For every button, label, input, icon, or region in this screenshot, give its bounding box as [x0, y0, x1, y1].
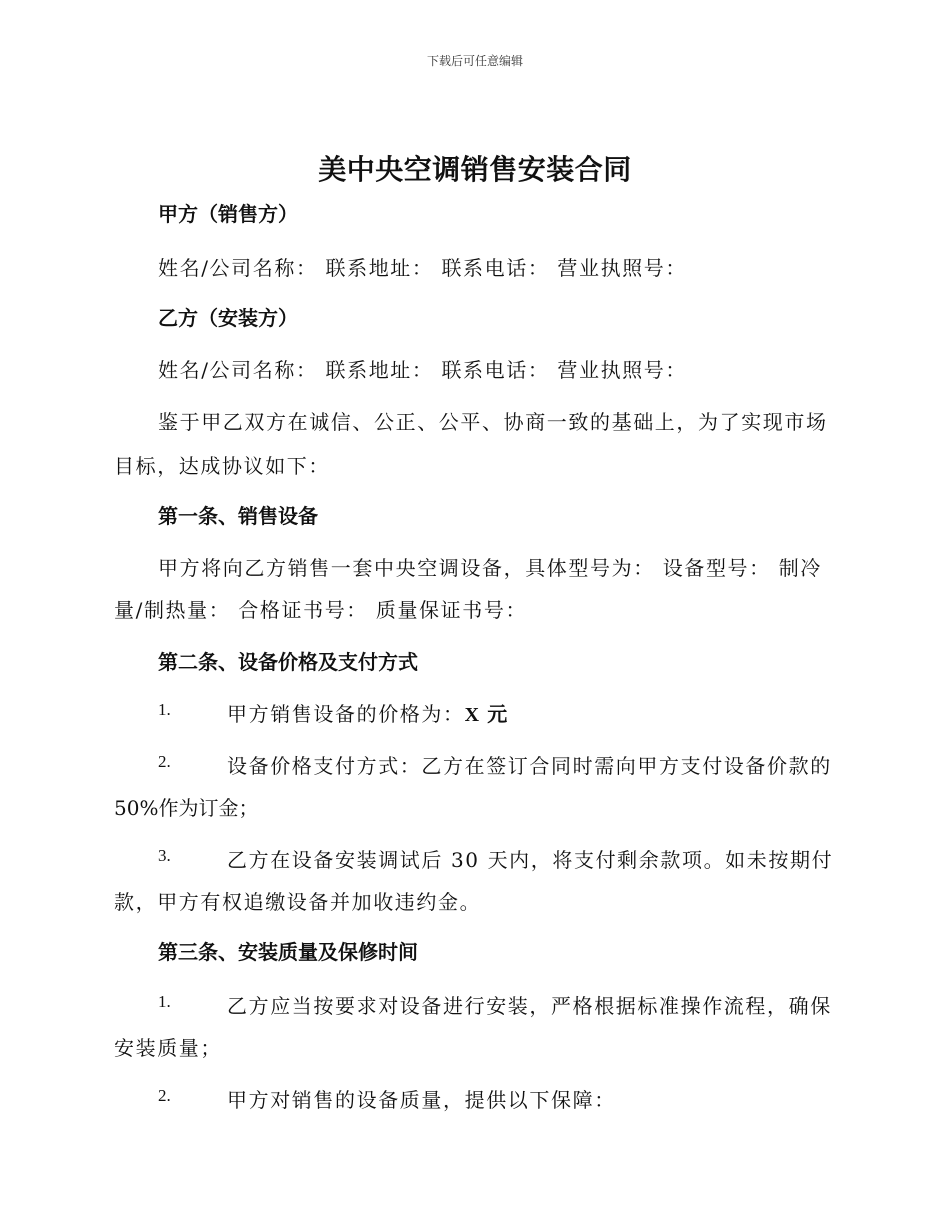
- document-title: 美中央空调销售安装合同: [318, 153, 632, 186]
- article-2-item-3-number: 3.: [158, 846, 171, 865]
- article-3-item-2-line-1: 甲方对销售的设备质量，提供以下保障：: [227, 1088, 616, 1112]
- article-3-item-1-line-1: 乙方应当按要求对设备进行安装，严格根据标准操作流程，确保: [227, 994, 832, 1018]
- article-2-item-2-number: 2.: [158, 752, 171, 771]
- article-2-item-1-text: [227, 698, 509, 727]
- article-1-line-1: 甲方将向乙方销售一套中央空调设备，具体型号为： 设备型号： 制冷: [158, 556, 822, 580]
- party-a-heading: 甲方（销售方）: [158, 202, 298, 226]
- article-3-heading: 第三条、安装质量及保修时间: [158, 940, 418, 964]
- article-3-item-1-number: 1.: [158, 992, 171, 1011]
- price-value: X 元: [464, 704, 509, 726]
- party-b-heading: 乙方（安装方）: [158, 306, 298, 330]
- article-3-item-2-number: 2.: [158, 1086, 171, 1105]
- article-2-item-2-line-1: 设备价格支付方式：乙方在签订合同时需向甲方支付设备价款的: [227, 754, 832, 778]
- article-2-heading: 第二条、设备价格及支付方式: [158, 650, 418, 674]
- article-2-item-1-number: 1.: [158, 700, 171, 719]
- article-1-heading: 第一条、销售设备: [158, 504, 318, 528]
- preamble-line-2: 目标，达成协议如下：: [114, 454, 330, 478]
- article-2-item-2-line-2: 50%作为订金；: [114, 796, 259, 820]
- article-3-item-1-line-2: 安装质量；: [114, 1036, 222, 1060]
- article-2-item-3-line-2: 款，甲方有权追缴设备并加收违约金。: [114, 890, 482, 914]
- article-1-line-2: 量/制热量： 合格证书号： 质量保证书号：: [114, 598, 528, 622]
- article-2-item-1-label: 甲方销售设备的价格为：: [227, 702, 465, 726]
- preamble-line-1: 鉴于甲乙双方在诚信、公正、公平、协商一致的基础上，为了实现市场: [158, 410, 828, 434]
- party-b-fields: 姓名/公司名称： 联系地址： 联系电话： 营业执照号：: [158, 358, 688, 382]
- article-2-item-3-line-1: 乙方在设备安装调试后 30 天内，将支付剩余款项。如未按期付: [227, 848, 834, 872]
- header-note: 下载后可任意编辑: [426, 54, 523, 68]
- party-a-fields: 姓名/公司名称： 联系地址： 联系电话： 营业执照号：: [158, 256, 688, 280]
